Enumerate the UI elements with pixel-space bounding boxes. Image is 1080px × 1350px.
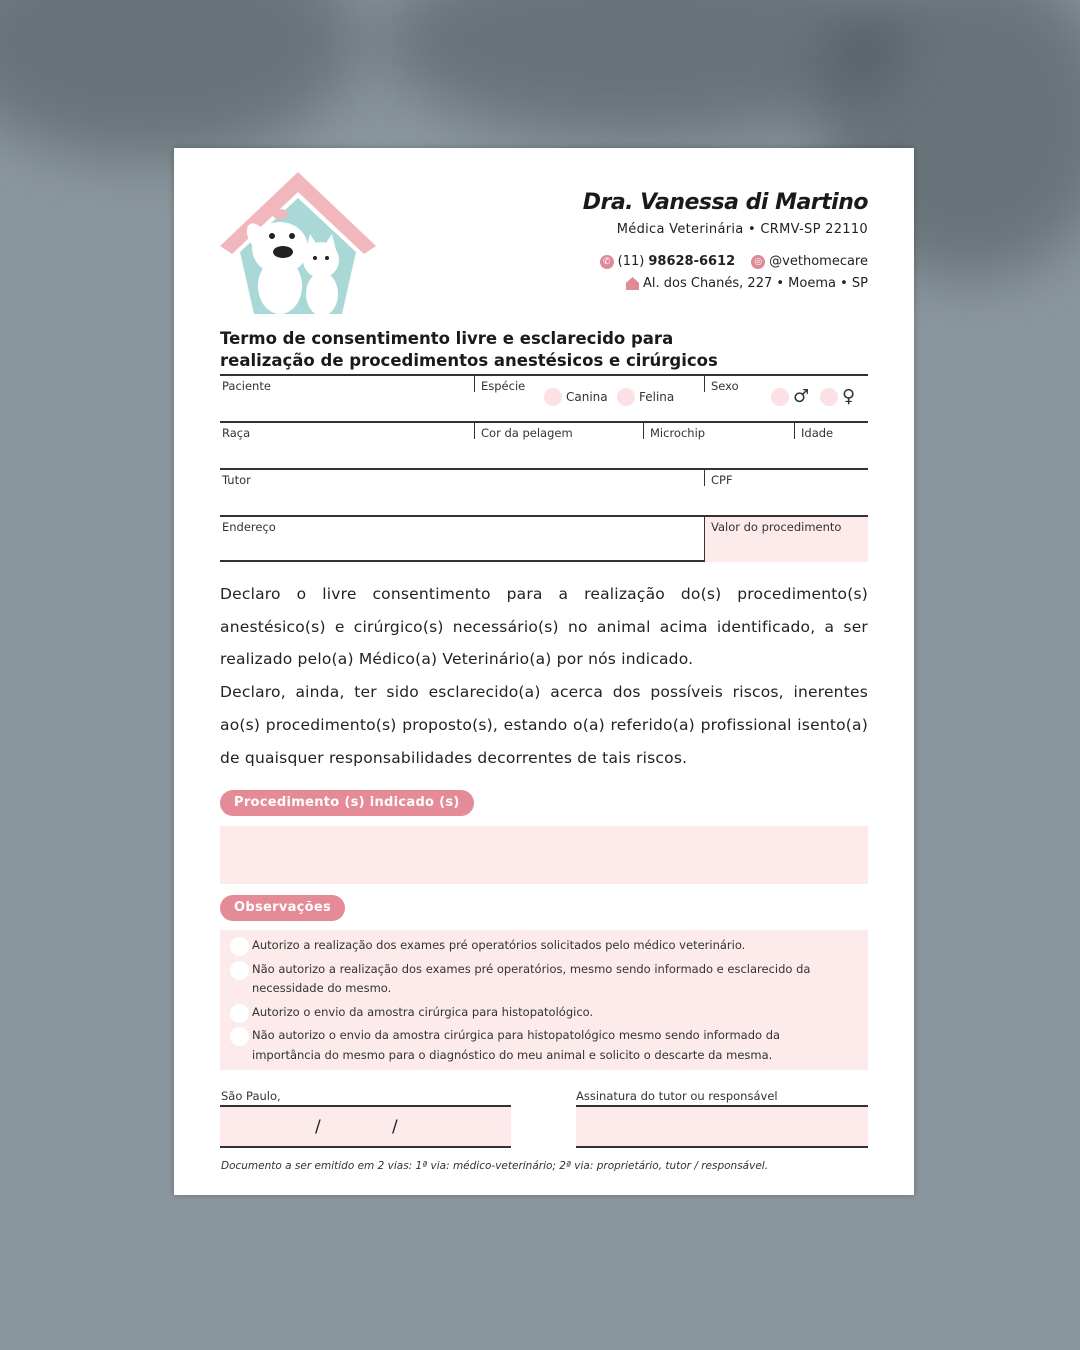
- doctor-name: Dra. Vanessa di Martino: [582, 190, 868, 215]
- label-endereco: Endereço: [222, 520, 276, 534]
- patient-form: [220, 374, 868, 562]
- obs-text: Não autorizo o envio da amostra cirúrgica para histopatológico mesmo sendo informado da importância do mesmo para o diagnóstico do meu animal e solicito o descarte da mesma.: [252, 1028, 781, 1062]
- field-tutor[interactable]: [220, 470, 704, 515]
- male-icon: ♂: [793, 386, 810, 407]
- whatsapp-icon: ✆: [600, 255, 614, 269]
- consent-form-sheet: [174, 148, 914, 1195]
- procedimento-label: Procedimento (s) indicado (s): [220, 790, 474, 816]
- procedimento-field[interactable]: [220, 826, 868, 884]
- contact-row: [600, 254, 868, 269]
- radio-option[interactable]: [230, 961, 249, 980]
- option-canina[interactable]: [544, 388, 608, 406]
- field-raca[interactable]: [220, 423, 474, 468]
- label-tutor: Tutor: [222, 473, 251, 487]
- field-especie: [474, 376, 527, 392]
- label-especie: Espécie: [481, 379, 526, 393]
- list-item[interactable]: [230, 1026, 850, 1065]
- label-canina: Canina: [566, 390, 608, 404]
- radio-female[interactable]: [820, 388, 838, 406]
- consent-paragraph-1: Declaro o livre consentimento para a realização do(s) procedimento(s) anestésico(s) e cirúrgico(s) necessário(s) no animal acima identificado, a ser realizado pelo(a) Médico(a) Veterinário(a) por nós indicado.: [220, 585, 868, 669]
- footer-note: Documento a ser emitido em 2 vias: 1ª via: médico-veterinário; 2ª via: proprietário, tutor / responsável.: [221, 1160, 769, 1172]
- observacoes-label: Observações: [220, 895, 345, 921]
- signature-label: Assinatura do tutor ou responsável: [576, 1089, 778, 1103]
- list-item[interactable]: [230, 936, 850, 956]
- radio-male[interactable]: [771, 388, 789, 406]
- field-microchip[interactable]: [643, 423, 707, 439]
- list-item[interactable]: [230, 960, 850, 999]
- form-row-tutor: [220, 468, 868, 515]
- date-field[interactable]: [220, 1105, 511, 1148]
- address-row: [626, 276, 868, 291]
- city-label: São Paulo,: [221, 1089, 281, 1103]
- label-microchip: Microchip: [650, 426, 706, 440]
- label-paciente: Paciente: [222, 379, 271, 393]
- document-title: [220, 328, 820, 372]
- doctor-credentials: Médica Veterinária • CRMV-SP 22110: [616, 222, 868, 237]
- label-cor-pelagem: Cor da pelagem: [481, 426, 573, 440]
- radio-option[interactable]: [230, 1004, 249, 1023]
- radio-option[interactable]: [230, 1027, 249, 1046]
- observacoes-list: [230, 936, 850, 1069]
- consent-paragraph-2: Declaro, ainda, ter sido esclarecido(a) acerca dos possíveis riscos, inerentes ao(s) procedimento(s) proposto(s), estando o(a) referido(a) profissional isento(a) de quaisquer responsabilidades decorrentes de tais riscos.: [220, 683, 868, 767]
- form-row-address: [220, 515, 868, 562]
- label-idade: Idade: [801, 426, 834, 440]
- label-felina: Felina: [639, 390, 675, 404]
- house-icon: [626, 277, 639, 290]
- date-separator: /: [315, 1117, 321, 1137]
- form-row-breed: [220, 421, 868, 468]
- label-valor: Valor do procedimento: [711, 520, 842, 534]
- form-row-patient: [220, 374, 868, 421]
- shadow-decoration: [0, 0, 360, 160]
- consent-text: [220, 578, 868, 774]
- field-cor-pelagem[interactable]: [474, 423, 575, 439]
- field-idade[interactable]: [794, 423, 835, 439]
- address: Al. dos Chanés, 227 • Moema • SP: [642, 276, 868, 291]
- obs-text: Autorizo o envio da amostra cirúrgica para histopatológico.: [252, 1004, 594, 1019]
- instagram-handle: @vethomecare: [769, 254, 868, 269]
- field-cpf[interactable]: [704, 470, 735, 486]
- obs-text: Não autorizo a realização dos exames pré operatórios, mesmo sendo informado e esclarecido da necessidade do mesmo.: [252, 961, 811, 995]
- phone-prefix: (11): [617, 254, 645, 269]
- radio-canina[interactable]: [544, 388, 562, 406]
- label-cpf: CPF: [711, 473, 733, 487]
- field-endereco[interactable]: [220, 517, 704, 562]
- date-separator: /: [392, 1117, 398, 1137]
- option-felina[interactable]: [617, 388, 674, 406]
- list-item[interactable]: [230, 1003, 850, 1023]
- female-icon: ♀: [842, 386, 856, 407]
- option-male[interactable]: [771, 386, 809, 407]
- title-line-1: Termo de consentimento livre e esclarecido para: [220, 329, 674, 348]
- field-valor[interactable]: [704, 517, 868, 562]
- radio-option[interactable]: [230, 937, 249, 956]
- radio-felina[interactable]: [617, 388, 635, 406]
- title-line-2: realização de procedimentos anestésicos e cirúrgicos: [220, 351, 718, 370]
- field-sexo: [704, 376, 741, 392]
- option-female[interactable]: [820, 386, 855, 407]
- obs-text: Autorizo a realização dos exames pré operatórios solicitados pelo médico veterinário.: [252, 938, 746, 952]
- logo-dog-cat-house-icon: [218, 168, 380, 318]
- label-sexo: Sexo: [711, 379, 739, 393]
- phone-number: 98628-6612: [648, 254, 736, 269]
- instagram-icon: ◎: [751, 255, 765, 269]
- label-raca: Raça: [222, 426, 251, 440]
- signature-field[interactable]: [576, 1105, 868, 1148]
- field-paciente[interactable]: [220, 376, 474, 421]
